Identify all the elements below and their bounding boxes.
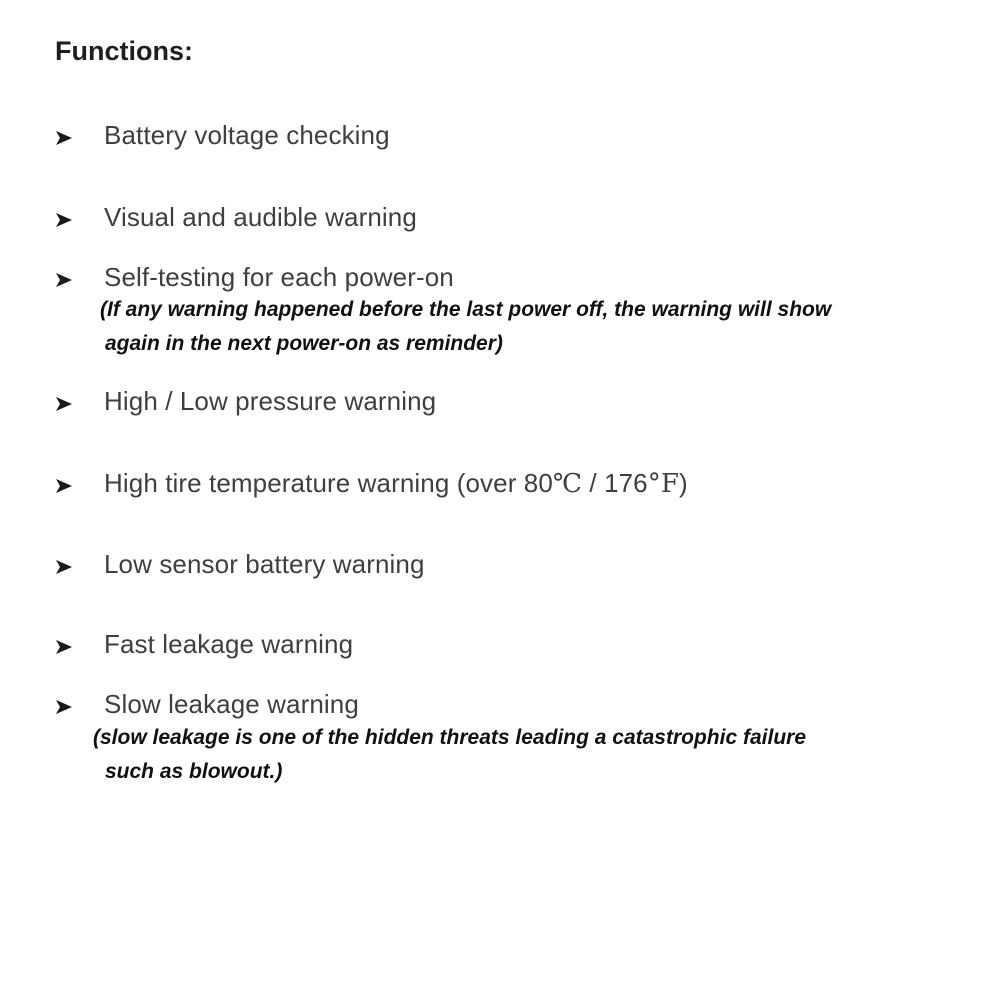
list-item-label: Battery voltage checking: [104, 120, 390, 150]
arrowhead-bullet-icon: [54, 210, 74, 230]
list-item-note: such as blowout.): [105, 760, 283, 783]
arrowhead-bullet-icon: [54, 128, 74, 148]
list-item-label: Slow leakage warning: [104, 689, 359, 719]
arrowhead-bullet-icon: [54, 270, 74, 290]
list-item-label: Low sensor battery warning: [104, 549, 425, 579]
label-mid: / 176: [582, 468, 648, 498]
fahrenheit-unit: °F: [647, 469, 679, 499]
arrowhead-bullet-icon: [54, 557, 74, 577]
list-item-label: High / Low pressure warning: [104, 386, 437, 416]
list-item-label: Self-testing for each power-on: [104, 262, 454, 292]
label-suffix: ): [679, 468, 688, 498]
arrowhead-bullet-icon: [54, 394, 74, 414]
arrowhead-bullet-icon: [54, 697, 74, 717]
arrowhead-bullet-icon: [54, 476, 74, 496]
list-item-label: Fast leakage warning: [104, 629, 354, 659]
label-prefix: High tire temperature warning (over 80: [104, 468, 553, 498]
list-item-note: again in the next power-on as reminder): [105, 332, 503, 355]
celsius-unit: ℃: [552, 469, 583, 499]
page-title: Functions:: [55, 36, 193, 66]
list-item-label: Visual and audible warning: [104, 202, 417, 232]
list-item-note: (If any warning happened before the last power off, the warning will show: [100, 298, 832, 321]
list-item-label: [104, 468, 688, 499]
arrowhead-bullet-icon: [54, 637, 74, 657]
list-item-note: (slow leakage is one of the hidden threats leading a catastrophic failure: [93, 726, 807, 749]
